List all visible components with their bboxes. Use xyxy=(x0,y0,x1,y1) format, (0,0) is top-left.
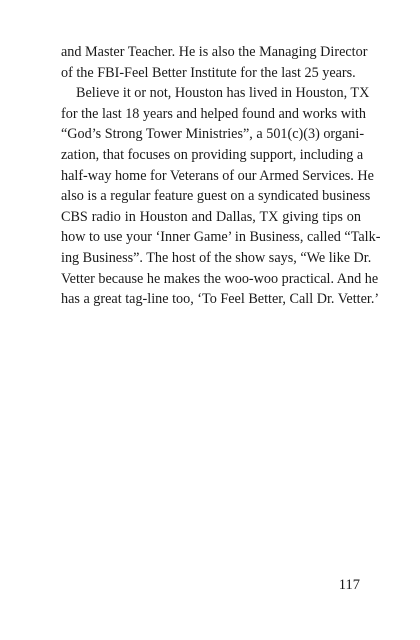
text-line: has a great tag-line too, ‘To Feel Better, Call Dr. Vetter.’ xyxy=(61,291,380,308)
text-line: how to use your ‘Inner Game’ in Business, called “Talk- xyxy=(61,229,381,246)
text-line: ing Business”. The host of the show says, “We like Dr. xyxy=(61,249,372,266)
body-text xyxy=(61,42,381,310)
text-line: and Master Teacher. He is also the Managing Director xyxy=(61,44,368,60)
paragraph-2 xyxy=(61,83,381,310)
paragraph-1 xyxy=(61,42,368,83)
text-line: for the last 18 years and helped found and works with xyxy=(61,105,366,122)
text-line: zation, that focuses on providing support, including a xyxy=(61,146,364,163)
text-line: Vetter because he makes the woo-woo practical. And he xyxy=(61,270,379,287)
text-line: of the FBI-Feel Better Institute for the last 25 years. xyxy=(61,64,356,81)
text-line: also is a regular feature guest on a syndicated business xyxy=(61,188,371,205)
text-line: “God’s Strong Tower Ministries”, a 501(c)(3) organi- xyxy=(61,126,365,143)
text-line: half-way home for Veterans of our Armed Services. He xyxy=(61,167,374,184)
text-line: Believe it or not, Houston has lived in Houston, TX xyxy=(76,85,370,102)
text-line: CBS radio in Houston and Dallas, TX giving tips on xyxy=(61,208,361,225)
page-number: 117 xyxy=(338,577,360,593)
